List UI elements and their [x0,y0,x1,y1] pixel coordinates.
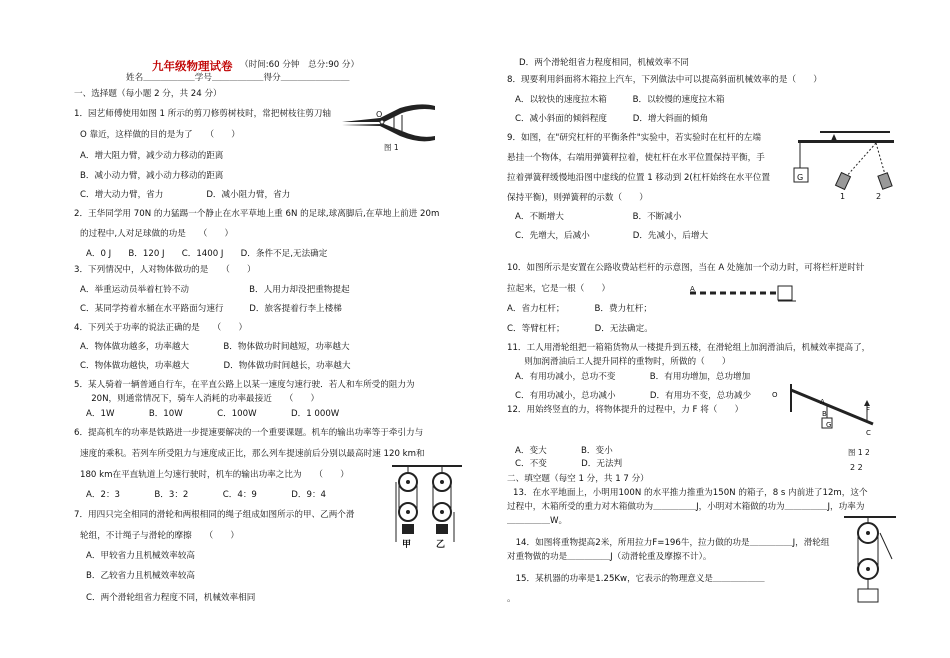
lever-1-label: 1 [840,192,846,201]
question-line: 6．提高机车的功率是铁路进一步提速要解决的一个重要课题。机车的输出功率等于牵引力与 [74,428,424,438]
lever-figure [790,130,900,200]
option-line: C．两个滑轮组省力程度不同，机械效率相同 [86,593,256,603]
question-line: O 靠近，这样做的目的是为了 （ ） [80,130,240,140]
toll-gate-figure [686,284,798,302]
question-line: 1．园艺师傅使用如图 1 所示的剪刀修剪树枝时，常把树枝往剪刀轴 [74,109,332,119]
option-line: A．省力杠杆； B．费力杠杆； [507,304,652,314]
fig12-g-label: G [826,421,832,429]
section-one-heading: 一、选择题（每小题 2 分，共 24 分） [74,89,222,99]
option-line: C．物体做功越快，功率越大 D．物体做功时间越长，功率越大 [80,361,351,371]
question-line: 过程中，木箱所受的重力对木箱做功为＿＿＿＿＿J，小明对木箱做的功为＿＿＿＿＿J，功率为 [507,502,865,512]
name-line: 姓名＿＿＿＿＿＿学号＿＿＿＿＿＿得分＿＿＿＿＿＿＿＿ [126,73,350,83]
option-line: C．增大动力臂，省力 D．减小阻力臂，省力 [80,190,291,200]
question-line: 20N，则通常情况下，骑车人消耗的功率最接近 （ ） [74,394,320,404]
question-line: 速度的乘积。若列车所受阻力与速度成正比，那么列车提速前后分别以最高时速 120 km和 [80,449,425,459]
question-line: 8．现要利用斜面将木箱拉上汽车，下列做法中可以提高斜面机械效率的是（ ） [507,75,822,85]
question-line: 的过程中,人对足球做的功是 （ ） [80,229,234,239]
gate-a-label: A [690,285,695,293]
option-line: B．减小动力臂，减小动力移动的距离 [80,171,224,181]
option-line: C．先增大，后减小 D．先减小，后增大 [515,231,709,241]
pulley-q14-figure [840,513,900,608]
option-line: C．不变 D．无法判 [515,459,623,469]
option-line: C．有用功减小，总功减小 D．有用功不变，总功减少 [515,391,752,401]
question-line: 13．在水平地面上，小明用100N 的水平推力推重为150N 的箱子，8 s 内前进了12m，这个 [513,488,868,498]
pulley-label-jia: 甲 [402,540,412,550]
fig12-caption: 图 1 2 [848,448,870,457]
question-line: 轮组，不计绳子与滑轮的摩擦 （ ） [80,531,239,541]
time-info: （时间:60 分钟 总分:90 分） [240,60,360,70]
lever-g-label: G [797,173,804,182]
option-line: C．等臂杠杆； D．无法确定。 [507,324,653,334]
question-line: 7．用四只完全相同的滑轮和两根相同的绳子组成如图所示的甲、乙两个滑 [74,510,355,520]
question-line: 拉起来，它是一根（ ） [507,284,611,294]
fig12-a-label: A [820,398,825,406]
question-line: 180 km在平直轨道上匀速行驶时，机车的输出功率之比为 （ ） [80,470,349,480]
fig12-b-label: B [822,410,827,418]
option-line: A．增大阻力臂，减少动力移动的距离 [80,151,224,161]
option-line: A．不断增大 B．不断减小 [515,212,682,222]
pulley-figure [388,462,466,552]
question-line: 则加润滑油后工人提升同样的重物时，所做的（ ） [507,357,731,367]
question-line: 11．工人用滑轮组把一箱箱货物从一楼提升到五楼，在滑轮组上加润滑油后，机械效率提高了， [507,343,871,353]
fig1-o-label: O [376,110,383,119]
question-line: 3．下列情况中，人对物体做功的是 （ ） [74,265,256,275]
question-line: 拉着弹簧秤缓慢地沿图中虚线的位置 1 移动到 2(杠杆始终在水平位置 [507,173,771,183]
lever-2-label: 2 [876,192,882,201]
option-line: A．甲较省力且机械效率较高 [86,551,196,561]
option-line: A．1W B．10W C．100W D．1 000W [86,409,340,419]
fig1-caption: 图 1 [384,143,399,152]
question-line: 。 [507,594,516,604]
section-two-heading: 二、填空题（每空 1 分，共 1 7 分） [507,474,649,484]
question-line: 9．如图，在"研究杠杆的平衡条件"实验中，若实验时在杠杆的左端 [507,133,761,143]
fig12-c-label: C [866,429,871,437]
question-line: ＿＿＿＿＿W。 [507,516,568,526]
question-line: 15．某机器的功率是1.25Kw，它表示的物理意义是＿＿＿＿＿＿ [507,574,765,584]
option-line: A．举重运动员举着杠铃不动 B．人用力却没把重物提起 [80,285,350,295]
option-line: C．减小斜面的倾斜程度 D．增大斜面的倾角 [515,114,709,124]
option-line: A．以较快的速度拉木箱 B．以较慢的速度拉木箱 [515,95,725,105]
question-line: 10．如图所示是安置在公路收费站栏杆的示意图，当在 A 处施加一个动力时，可将栏杆逆时针 [507,263,865,273]
fig12-o-label: O [772,391,778,399]
option-line: A．变大 B．变小 [515,446,613,456]
question-line: 5．某人骑着一辆普通自行车，在平直公路上以某一速度匀速行驶．若人和车所受的阻力为 [74,380,415,390]
fig12-f-label: F [866,406,871,414]
option-line: C．某同学挎着水桶在水平路面匀速行 D．旅客提着行李上楼梯 [80,304,342,314]
fig12-number: 2 2 [850,463,863,472]
option-line: A．有用功减小，总功不变 B．有用功增加，总功增加 [515,372,751,382]
question-line: 保持平衡)，则弹簧秤的示数（ ） [507,193,648,203]
question-line: 悬挂一个物体，右端用弹簧秤拉着，使杠杆在水平位置保持平衡，手 [507,153,765,163]
pulley-label-yi: 乙 [436,540,446,550]
option-line: A．0 J B．120 J C．1400 J D．条件不足,无法确定 [86,249,328,259]
page-title: 九年级物理试卷 [152,59,233,73]
question-line: 2．王华同学用 70N 的力猛踢一个静止在水平草地上重 6N 的足球,球离脚后,在草地上前进 20m [74,209,440,219]
option-line: A．2：3 B．3：2 C．4：9 D．9：4 [86,490,327,500]
option-line: B．乙较省力且机械效率较高 [86,571,196,581]
option-line: D．两个滑轮组省力程度相同，机械效率不同 [519,58,689,68]
question-line: 12．用始终竖直的力，将物体提升的过程中，力 F 将（ ） [507,405,744,415]
question-line: 14．如图将重物提高2米，所用拉力F=196牛，拉力做的功是＿＿＿＿＿J，滑轮组 [507,538,830,548]
option-line: A．物体做功越多，功率越大 B．物体做功时间越短，功率越大 [80,342,350,352]
question-line: 对重物做的功是＿＿＿＿＿J（动滑轮重及摩擦不计）。 [507,552,712,562]
question-line: 4．下列关于功率的说法正确的是 （ ） [74,323,248,333]
